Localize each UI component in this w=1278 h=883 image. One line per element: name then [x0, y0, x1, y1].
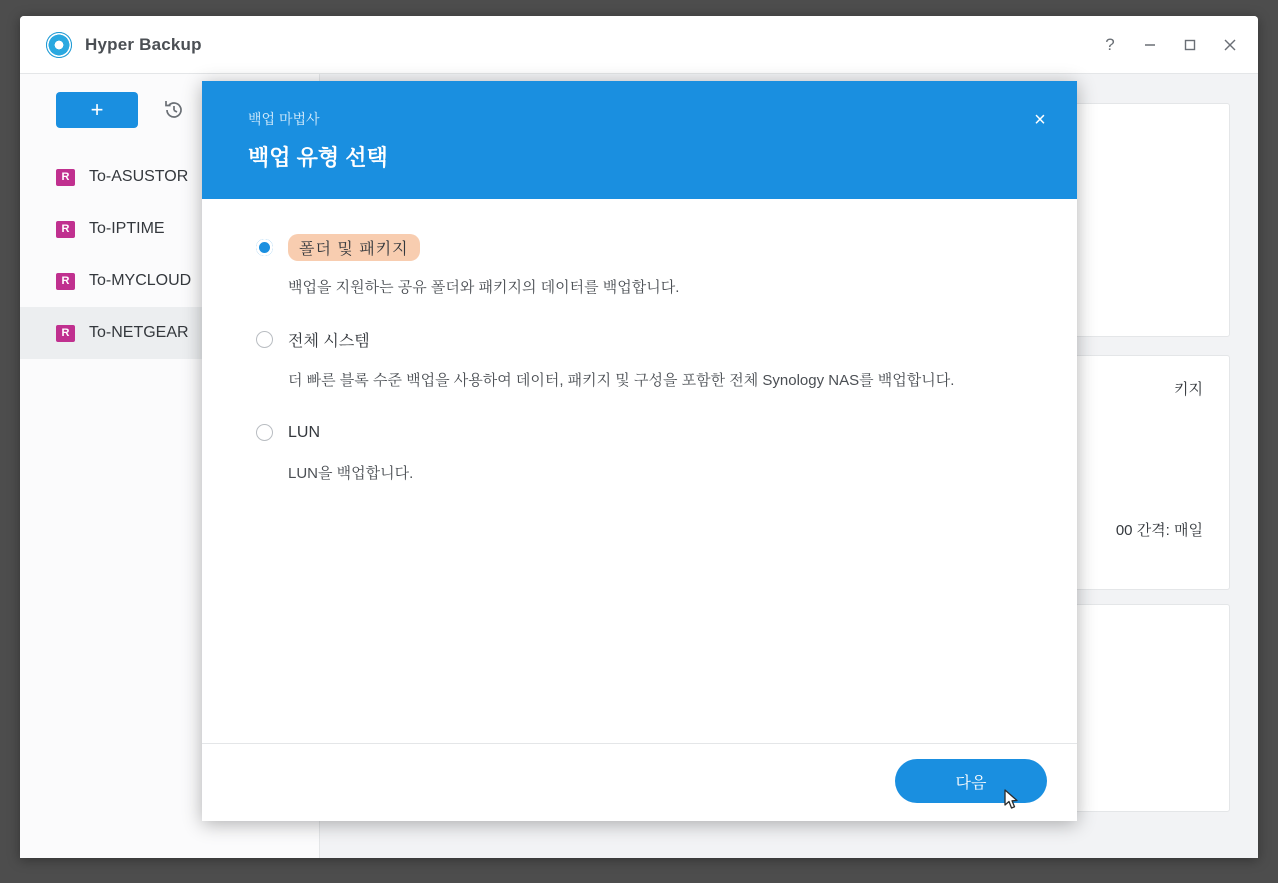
task-label: To-NETGEAR [89, 324, 189, 341]
app-window [20, 16, 1258, 858]
option-entire-system-row[interactable] [202, 325, 1077, 355]
task-label: To-ASUSTOR [89, 168, 189, 185]
modal-footer [202, 743, 1077, 821]
option-entire-system [202, 325, 1077, 394]
task-label: To-MYCLOUD [89, 272, 192, 289]
option-desc-entire-system: 더 빠른 블록 수준 백업을 사용하여 데이터, 패키지 및 구성을 포함한 전체 Synology NAS를 백업합니다. [288, 371, 955, 389]
option-folders-packages [202, 232, 1077, 301]
option-label-entire-system: 전체 시스템 [288, 333, 370, 351]
radio-folders-packages[interactable] [256, 239, 273, 256]
radio-entire-system[interactable] [256, 331, 273, 348]
option-desc-folders-packages: 백업을 지원하는 공유 폴더와 패키지의 데이터를 백업합니다. [288, 279, 680, 296]
detail-line-2: 00 간격: 매일 [1115, 522, 1203, 539]
app-title: Hyper Backup [85, 34, 202, 54]
modal-content [202, 199, 1077, 743]
modal-overlay [20, 16, 1258, 858]
backup-wizard-dialog [202, 81, 1077, 821]
detail-line-1: 키지 [1174, 381, 1203, 398]
modal-header [202, 81, 1077, 199]
next-button[interactable]: 다음 [895, 759, 1047, 803]
modal-close-icon[interactable]: × [1034, 108, 1046, 131]
option-label-folders-packages: 폴더 및 패키지 [288, 234, 420, 261]
option-lun [202, 418, 1077, 487]
option-desc-lun: LUN을 백업합니다. [288, 464, 414, 482]
help-button[interactable]: ? [1105, 34, 1115, 54]
modal-subtitle: 백업 마법사 [248, 111, 320, 127]
add-task-button[interactable]: + [56, 92, 138, 128]
option-lun-row[interactable] [202, 418, 1077, 448]
modal-title: 백업 유형 선택 [248, 145, 388, 170]
option-label-lun: LUN [288, 423, 321, 441]
task-label: To-IPTIME [89, 220, 165, 237]
radio-lun[interactable] [256, 424, 273, 441]
option-folders-packages-row[interactable] [202, 232, 1077, 262]
